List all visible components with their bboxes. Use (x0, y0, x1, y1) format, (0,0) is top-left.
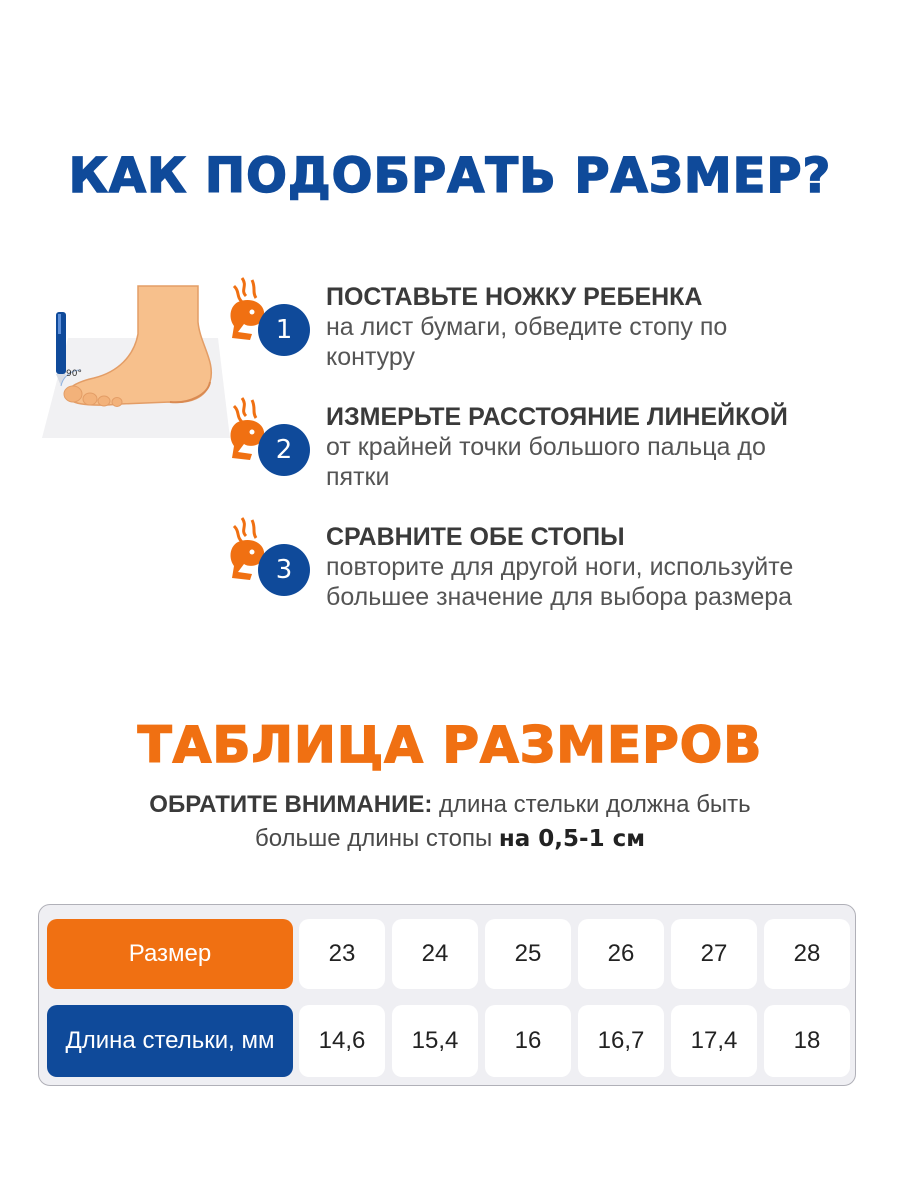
size-cell: 26 (578, 919, 664, 989)
size-table (38, 904, 856, 1086)
step-heading: ПОСТАВЬТЕ НОЖКУ РЕБЕНКА (326, 283, 703, 311)
size-cell: 28 (764, 919, 850, 989)
step-body-line2: пятки (326, 463, 390, 491)
length-cell: 18 (764, 1005, 850, 1077)
note-text-line2: больше длины стопы (254, 825, 499, 852)
step-number: 1 (258, 304, 310, 356)
length-cell: 17,4 (671, 1005, 757, 1077)
step-body-line1: от крайней точки большого пальца до (326, 433, 766, 461)
step-3 (222, 516, 882, 616)
note-prefix: ОБРАТИТЕ ВНИМАНИЕ: (149, 791, 433, 818)
step-body-line1: на лист бумаги, обведите стопу по (326, 313, 728, 341)
step-body-line2: большее значение для выбора размера (326, 583, 793, 611)
table-title: ТАБЛИЦА РАЗМЕРОВ (137, 716, 763, 774)
note-emphasis: на 0,5-1 см (498, 826, 646, 852)
insole-length-row-label: Длина стельки, мм (47, 1005, 293, 1077)
size-cell: 27 (671, 919, 757, 989)
foot-measure-illustration (40, 282, 230, 442)
foot-icon (40, 282, 230, 442)
length-cell: 15,4 (392, 1005, 478, 1077)
step-heading: СРАВНИТЕ ОБЕ СТОПЫ (326, 523, 625, 551)
mascot-icon (222, 396, 312, 476)
length-cell: 16,7 (578, 1005, 664, 1077)
mascot-icon (222, 276, 312, 356)
length-cell: 16 (485, 1005, 571, 1077)
mascot-icon (222, 516, 312, 596)
angle-label: 90° (66, 369, 82, 379)
size-cell: 25 (485, 919, 571, 989)
size-cell: 24 (392, 919, 478, 989)
step-number: 3 (258, 544, 310, 596)
size-row-label: Размер (47, 919, 293, 989)
pen-icon (56, 312, 66, 386)
step-number: 2 (258, 424, 310, 476)
page-title: КАК ПОДОБРАТЬ РАЗМЕР? (68, 148, 832, 204)
note-text-line1: длина стельки должна быть (432, 791, 751, 818)
step-body-line2: контуру (326, 343, 416, 371)
size-cell: 23 (299, 919, 385, 989)
size-note (0, 788, 900, 856)
step-heading: ИЗМЕРЬТЕ РАССТОЯНИЕ ЛИНЕЙКОЙ (326, 403, 788, 431)
length-cell: 14,6 (299, 1005, 385, 1077)
step-2 (222, 396, 882, 496)
step-1 (222, 276, 882, 376)
step-body-line1: повторите для другой ноги, используйте (326, 553, 794, 581)
